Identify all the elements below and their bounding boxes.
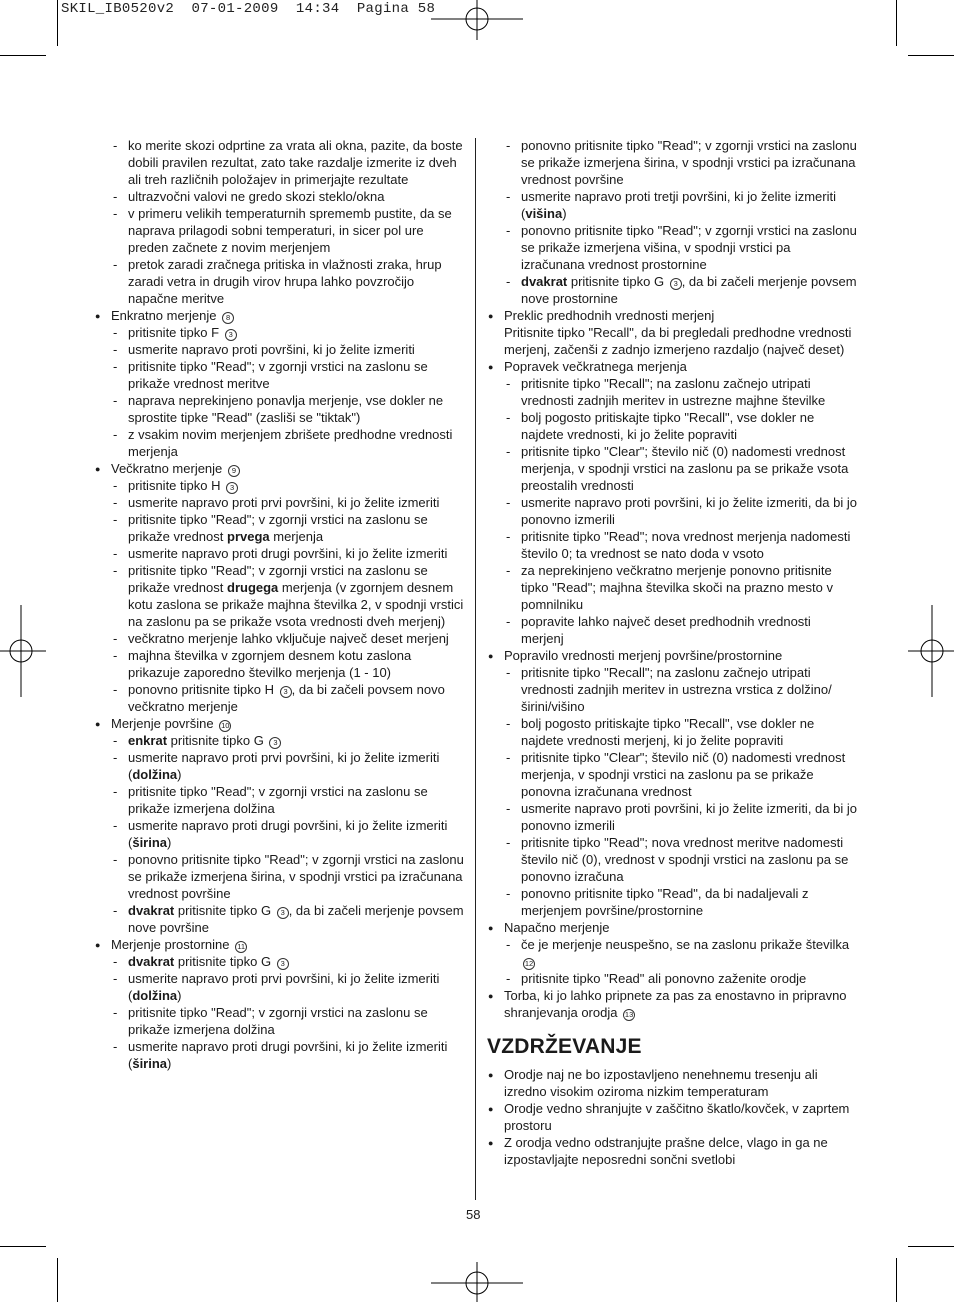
dash-item bbox=[94, 1004, 464, 1038]
bold-text: drugega bbox=[227, 580, 279, 595]
bullet-marker: ● bbox=[488, 991, 494, 1001]
text-run: pritisnite tipko G bbox=[167, 733, 264, 748]
dash-marker: - bbox=[506, 971, 511, 986]
dash-marker: - bbox=[113, 393, 118, 408]
text-run: pritisnite tipko "Read"; nova vrednost meritve nadomesti število nič (0), vrednost v spodnji vrstici na zaslonu pa se ponovno izračuna bbox=[521, 835, 849, 884]
bullet-item bbox=[487, 358, 857, 375]
bullet-marker: ● bbox=[488, 311, 494, 321]
circled-reference-number: 12 bbox=[524, 959, 534, 968]
circled-reference-number: 3 bbox=[225, 329, 237, 341]
dash-marker: - bbox=[113, 784, 118, 799]
text-run: pritisnite tipko "Clear"; število nič (0) nadomesti vrednost merjenja, v spodnji vrstici na zaslonu pa se prikaže vsota preostalih vrednosti bbox=[521, 444, 849, 493]
text-run: ) bbox=[562, 206, 567, 221]
dash-item bbox=[487, 528, 857, 562]
dash-item bbox=[487, 834, 857, 885]
dash-marker: - bbox=[113, 495, 118, 510]
section-heading: VZDRŽEVANJE bbox=[487, 1035, 642, 1058]
dash-item bbox=[94, 647, 464, 681]
left-column bbox=[94, 137, 464, 1072]
column-divider bbox=[475, 138, 476, 1200]
text-run: ) bbox=[177, 767, 182, 782]
dash-item bbox=[94, 970, 464, 1004]
text-run: Z orodja vedno odstranjujte prašne delce, vlago in ga ne izpostavljajte neposredni sončni svetlobi bbox=[504, 1135, 828, 1167]
text-run: v primeru velikih temperaturnih sprememb pustite, da se naprava prilagodi sobni temperaturi, in sicer pol ure preden začnete z novim merjenjem bbox=[128, 206, 452, 255]
bold-text: prvega bbox=[227, 529, 270, 544]
dash-item bbox=[94, 477, 464, 494]
text-run: usmerite napravo proti prvi površini, ki jo želite izmeriti ( bbox=[128, 750, 440, 782]
dash-item bbox=[487, 562, 857, 613]
circled-reference-number: 11 bbox=[235, 941, 247, 953]
dash-item bbox=[487, 800, 857, 834]
text-run: pritisnite tipko G bbox=[174, 903, 272, 918]
dash-item bbox=[94, 630, 464, 647]
dash-item bbox=[94, 545, 464, 562]
registration-mark-bottom-icon bbox=[431, 1262, 523, 1302]
dash-item bbox=[94, 324, 464, 341]
text-run: usmerite napravo proti drugi površini, ki jo želite izmeriti bbox=[128, 546, 448, 561]
dash-marker: - bbox=[113, 257, 118, 272]
dash-marker: - bbox=[113, 852, 118, 867]
text-run: naprava neprekinjeno ponavlja merjenje, vse dokler ne sprostite tipke "Read" (zasliši se "tiktak") bbox=[128, 393, 444, 425]
dash-item bbox=[487, 715, 857, 749]
text-run: Pritisnite tipko "Recall", da bi pregledali predhodne vrednosti merjenj, začenši z zadnjo izmerjeno razdaljo (največ deset) bbox=[504, 325, 852, 357]
bullet-item bbox=[487, 1066, 857, 1100]
text-run: pritisnite tipko "Clear"; število nič (0) nadomesti vrednost merjenja, v spodnji vrstici na zaslonu pa se prikaže ponovna izračunana vrednost bbox=[521, 750, 846, 799]
bullet-marker: ● bbox=[488, 1138, 494, 1148]
text-run: bolj pogosto pritiskajte tipko "Recall", vse dokler ne najdete vrednosti, ki jo želite popraviti bbox=[521, 410, 815, 442]
text-run: če je merjenje neuspešno, se na zaslonu prikaže številka bbox=[521, 937, 850, 952]
dash-item bbox=[487, 970, 857, 987]
text-run: pritisnite tipko "Read"; nova vrednost merjenja nadomesti število 0; ta vrednost se nato doda v vsoto bbox=[521, 529, 851, 561]
dash-item bbox=[94, 205, 464, 256]
dash-item bbox=[94, 562, 464, 630]
dash-marker: - bbox=[506, 138, 511, 153]
text-run: ponovno pritisnite tipko H bbox=[128, 682, 274, 697]
text-run: merjenja (v zgornjem desnem kotu zaslona se prikaže majhna številka 2, v spodnji vrstici na zaslonu pa se prikaže vsota vrednosti dveh merjenj) bbox=[128, 580, 464, 629]
text-run: pretok zaradi zračnega pritiska in vlažnosti zraka, hrup zaradi vetra in drugih virov hrupa lahko povzročijo napačne meritve bbox=[128, 257, 442, 306]
trim-mark bbox=[896, 1258, 897, 1302]
text-run: pritisnite tipko G bbox=[567, 274, 665, 289]
dash-item bbox=[94, 358, 464, 392]
circled-reference-number: 8 bbox=[222, 312, 234, 324]
dash-item bbox=[487, 137, 857, 188]
circled-reference-number: 3 bbox=[226, 482, 238, 494]
dash-marker: - bbox=[113, 359, 118, 374]
text-run: Enkratno merjenje bbox=[111, 308, 217, 323]
dash-marker: - bbox=[113, 206, 118, 221]
text-run: Večkratno merjenje bbox=[111, 461, 223, 476]
text-run: za neprekinjeno večkratno merjenje ponovno pritisnite tipko "Read"; majhna številka skoči na prazno mesto v pomnilniku bbox=[521, 563, 833, 612]
text-run: bolj pogosto pritiskajte tipko "Recall", vse dokler ne najdete vrednosti merjenj, ki jo želite popraviti bbox=[521, 716, 815, 748]
bold-text: širina bbox=[132, 835, 168, 850]
dash-item bbox=[94, 783, 464, 817]
dash-marker: - bbox=[506, 189, 511, 204]
circled-reference-number: 3 bbox=[280, 686, 292, 698]
text-run: Napačno merjenje bbox=[504, 920, 610, 935]
trim-mark bbox=[908, 1246, 954, 1247]
dash-item bbox=[94, 1038, 464, 1072]
text-run: pritisnite tipko "Read"; v zgornji vrstici na zaslonu se prikaže izmerjena dolžina bbox=[128, 1005, 428, 1037]
dash-item bbox=[94, 902, 464, 936]
trim-mark bbox=[908, 55, 954, 56]
bullet-marker: ● bbox=[95, 464, 101, 474]
bullet-marker: ● bbox=[488, 1070, 494, 1080]
text-run: usmerite napravo proti površini, ki jo želite izmeriti, da bi jo ponovno izmerili bbox=[521, 495, 857, 527]
trim-mark bbox=[0, 1246, 46, 1247]
registration-mark-left-icon bbox=[0, 605, 46, 697]
bold-text: dolžina bbox=[132, 988, 178, 1003]
dash-item bbox=[94, 341, 464, 358]
dash-marker: - bbox=[113, 1039, 118, 1054]
circled-reference-number: 3 bbox=[277, 958, 289, 970]
dash-item bbox=[487, 494, 857, 528]
text-run: pritisnite tipko "Read"; v zgornji vrstici na zaslonu se prikaže vrednost bbox=[128, 512, 428, 544]
dash-marker: - bbox=[506, 716, 511, 731]
dash-marker: - bbox=[506, 801, 511, 816]
text-run: pritisnite tipko G bbox=[174, 954, 272, 969]
dash-marker: - bbox=[506, 563, 511, 578]
bold-text: širina bbox=[132, 1056, 168, 1071]
circled-reference-number: 13 bbox=[624, 1010, 634, 1019]
dash-marker: - bbox=[113, 903, 118, 918]
bullet-item bbox=[487, 1134, 857, 1168]
text-run: večkratno merjenje lahko vključuje največ deset merjenj bbox=[128, 631, 449, 646]
text-run: , da bi začeli merjenje povsem nove prostornine bbox=[521, 274, 857, 306]
dash-marker: - bbox=[113, 682, 118, 697]
dash-marker: - bbox=[506, 223, 511, 238]
dash-item bbox=[487, 613, 857, 647]
dash-marker: - bbox=[113, 138, 118, 153]
text-run: ko merite skozi odprtine za vrata ali okna, pazite, da boste dobili pravilen rezultat, zato take razdalje izmerite iz dveh ali treh različnih položajev in primerjajte rezultate bbox=[128, 138, 463, 187]
text-run: usmerite napravo proti tretji površini, ki jo želite izmeriti ( bbox=[521, 189, 836, 221]
dash-marker: - bbox=[113, 631, 118, 646]
dash-marker: - bbox=[113, 818, 118, 833]
text-run: Torba, ki jo lahko pripnete za pas za enostavno in pripravno shranjevanja orodja bbox=[504, 988, 847, 1020]
dash-item bbox=[94, 817, 464, 851]
bullet-item bbox=[94, 936, 464, 953]
dash-item bbox=[487, 885, 857, 919]
dash-item bbox=[487, 375, 857, 409]
dash-marker: - bbox=[113, 478, 118, 493]
text-run: merjenja bbox=[269, 529, 324, 544]
bold-text: dvakrat bbox=[128, 954, 175, 969]
text-run: ponovno pritisnite tipko "Read"; v zgornji vrstici na zaslonu se prikaže izmerjena širina, v spodnji vrstici pa izračunana vrednost površine bbox=[521, 138, 857, 187]
text-run: pritisnite tipko H bbox=[128, 478, 221, 493]
dash-marker: - bbox=[506, 495, 511, 510]
text-run: pritisnite tipko "Read" ali ponovno zaženite orodje bbox=[521, 971, 807, 986]
bullet-marker: ● bbox=[95, 940, 101, 950]
text-run: ) bbox=[167, 1056, 172, 1071]
dash-marker: - bbox=[506, 614, 511, 629]
bullet-marker: ● bbox=[488, 1104, 494, 1114]
dash-marker: - bbox=[113, 954, 118, 969]
text-run: Popravilo vrednosti merjenj površine/prostornine bbox=[504, 648, 783, 663]
text-run: popravite lahko največ deset predhodnih vrednosti merjenj bbox=[521, 614, 811, 646]
dash-item bbox=[487, 273, 857, 307]
dash-item bbox=[94, 426, 464, 460]
text-run: z vsakim novim merjenjem zbrišete predhodne vrednosti merjenja bbox=[128, 427, 453, 459]
bullet-item bbox=[94, 460, 464, 477]
dash-item bbox=[487, 443, 857, 494]
bold-text: dvakrat bbox=[128, 903, 175, 918]
dash-marker: - bbox=[506, 937, 511, 952]
dash-item bbox=[94, 732, 464, 749]
bullet-item bbox=[487, 647, 857, 664]
dash-marker: - bbox=[113, 512, 118, 527]
page-number: 58 bbox=[466, 1207, 481, 1222]
dash-marker: - bbox=[113, 342, 118, 357]
text-run: usmerite napravo proti prvi površini, ki jo želite izmeriti bbox=[128, 495, 440, 510]
dash-marker: - bbox=[506, 886, 511, 901]
dash-item bbox=[94, 511, 464, 545]
bullet-marker: ● bbox=[95, 311, 101, 321]
dash-marker: - bbox=[506, 444, 511, 459]
dash-marker: - bbox=[506, 750, 511, 765]
dash-item bbox=[487, 664, 857, 715]
text-run: Orodje naj ne bo izpostavljeno nenehnemu tresenju ali izredno visokim oziroma nizkim temperaturam bbox=[504, 1067, 818, 1099]
text-run: Preklic predhodnih vrednosti merjenj bbox=[504, 308, 715, 323]
dash-marker: - bbox=[506, 376, 511, 391]
text-run: pritisnite tipko "Read"; v zgornji vrstici na zaslonu se prikaže vrednost bbox=[128, 563, 428, 595]
text-run: usmerite napravo proti prvi površini, ki jo želite izmeriti ( bbox=[128, 971, 440, 1003]
text-run: usmerite napravo proti drugi površini, ki jo želite izmeriti ( bbox=[128, 1039, 448, 1071]
bullet-item bbox=[487, 1100, 857, 1134]
bullet-marker: ● bbox=[488, 362, 494, 372]
circled-reference-number: 3 bbox=[277, 907, 289, 919]
bullet-item bbox=[487, 307, 857, 324]
right-column bbox=[487, 137, 857, 1168]
bold-text: enkrat bbox=[128, 733, 168, 748]
text-run: Merjenje prostornine bbox=[111, 937, 230, 952]
dash-marker: - bbox=[506, 665, 511, 680]
dash-item bbox=[487, 936, 857, 970]
circled-reference-number: 10 bbox=[221, 721, 230, 730]
text-run: , da bi začeli povsem novo večkratno merjenje bbox=[128, 682, 445, 714]
bullet-item bbox=[487, 987, 857, 1021]
bullet-marker: ● bbox=[95, 719, 101, 729]
text-run: majhna številka v zgornjem desnem kotu zaslona prikazuje zaporedno številko merjenja (1 - 10) bbox=[128, 648, 412, 680]
dash-marker: - bbox=[113, 563, 118, 578]
dash-marker: - bbox=[113, 648, 118, 663]
bullet-item bbox=[94, 715, 464, 732]
paragraph bbox=[487, 324, 857, 358]
dash-marker: - bbox=[113, 971, 118, 986]
bullet-item bbox=[94, 307, 464, 324]
print-slug-header: SKIL_IB0520v2 07-01-2009 14:34 Pagina 58 bbox=[61, 1, 436, 17]
text-run: pritisnite tipko F bbox=[128, 325, 220, 340]
text-run: pritisnite tipko "Read"; v zgornji vrstici na zaslonu se prikaže izmerjena dolžina bbox=[128, 784, 428, 816]
text-run: Popravek večkratnega merjenja bbox=[504, 359, 687, 374]
dash-marker: - bbox=[506, 835, 511, 850]
trim-mark bbox=[57, 1258, 58, 1302]
dash-marker: - bbox=[113, 546, 118, 561]
dash-item bbox=[94, 256, 464, 307]
text-run: usmerite napravo proti drugi površini, ki jo želite izmeriti ( bbox=[128, 818, 448, 850]
bold-text: dvakrat bbox=[521, 274, 568, 289]
registration-mark-right-icon bbox=[908, 605, 954, 697]
dash-item bbox=[487, 749, 857, 800]
dash-marker: - bbox=[113, 750, 118, 765]
text-run: , da bi začeli merjenje povsem nove površine bbox=[128, 903, 464, 935]
text-run: pritisnite tipko "Read"; v zgornji vrstici na zaslonu se prikaže vrednost meritve bbox=[128, 359, 428, 391]
dash-item bbox=[94, 137, 464, 188]
dash-item bbox=[487, 188, 857, 222]
bullet-marker: ● bbox=[488, 923, 494, 933]
dash-item bbox=[94, 749, 464, 783]
dash-item bbox=[94, 681, 464, 715]
trim-mark bbox=[0, 55, 46, 56]
dash-marker: - bbox=[113, 325, 118, 340]
registration-mark-top-icon bbox=[431, 0, 523, 40]
dash-item bbox=[94, 494, 464, 511]
dash-marker: - bbox=[506, 529, 511, 544]
circled-reference-number: 3 bbox=[269, 737, 281, 749]
dash-item bbox=[487, 222, 857, 273]
dash-marker: - bbox=[506, 274, 511, 289]
text-run: ) bbox=[177, 988, 182, 1003]
text-run: Orodje vedno shranjujte v zaščitno škatlo/kovček, v zaprtem prostoru bbox=[504, 1101, 850, 1133]
dash-item bbox=[94, 188, 464, 205]
text-run: ultrazvočni valovi ne gredo skozi steklo/okna bbox=[128, 189, 385, 204]
text-run: ponovno pritisnite tipko "Read"; v zgornji vrstici na zaslonu se prikaže izmerjena višina, v spodnji vrstici pa izračunana vrednost prostornine bbox=[521, 223, 857, 272]
dash-item bbox=[487, 409, 857, 443]
text-run: pritisnite tipko "Recall"; na zaslonu začnejo utripati vrednosti zadnjih meritev in ustrezna vrstica z dolžino/širini/višino bbox=[521, 665, 832, 714]
dash-marker: - bbox=[113, 427, 118, 442]
text-run: ponovno pritisnite tipko "Read"; v zgornji vrstici na zaslonu se prikaže izmerjena širina, v spodnji vrstici pa izračunana vrednost površine bbox=[128, 852, 464, 901]
trim-mark bbox=[896, 0, 897, 46]
text-run: ponovno pritisnite tipko "Read", da bi nadaljevali z merjenjem površine/prostornine bbox=[521, 886, 809, 918]
circled-reference-number: 9 bbox=[228, 465, 240, 477]
dash-marker: - bbox=[113, 733, 118, 748]
dash-marker: - bbox=[113, 189, 118, 204]
bold-text: dolžina bbox=[132, 767, 178, 782]
dash-marker: - bbox=[506, 410, 511, 425]
dash-item bbox=[94, 851, 464, 902]
dash-marker: - bbox=[113, 1005, 118, 1020]
bold-text: višina bbox=[525, 206, 563, 221]
bullet-item bbox=[487, 919, 857, 936]
dash-item bbox=[94, 392, 464, 426]
bullet-marker: ● bbox=[488, 651, 494, 661]
text-run: Merjenje površine bbox=[111, 716, 214, 731]
dash-item bbox=[94, 953, 464, 970]
text-run: ) bbox=[167, 835, 172, 850]
circled-reference-number: 3 bbox=[670, 278, 682, 290]
text-run: usmerite napravo proti površini, ki jo želite izmeriti bbox=[128, 342, 415, 357]
trim-mark bbox=[57, 0, 58, 46]
text-run: usmerite napravo proti površini, ki jo želite izmeriti, da bi jo ponovno izmerili bbox=[521, 801, 857, 833]
text-run: pritisnite tipko "Recall"; na zaslonu začnejo utripati vrednosti zadnjih meritev in ustrezne majhne številke bbox=[521, 376, 826, 408]
